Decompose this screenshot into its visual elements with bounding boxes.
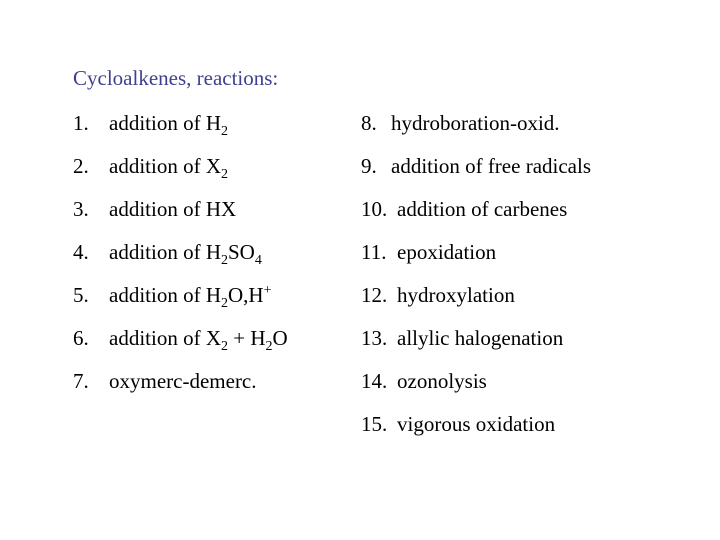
item-text [109,154,228,182]
list-item [73,323,288,366]
item-number: 5. [73,283,89,307]
list-item [73,151,288,194]
item-number: 12. [361,283,388,307]
item-text [109,240,262,268]
list-item [361,323,591,366]
item-text: vigorous oxidation [397,412,556,436]
item-text: hydroboration-oxid. [391,111,560,135]
item-text-part: addition of H [109,111,221,135]
subscript: 2 [220,296,228,311]
item-number: 14. [361,369,388,393]
item-text: hydroxylation [397,283,515,307]
item-text: ozonolysis [397,369,487,393]
item-text-part: SO [227,240,255,264]
item-text: allylic halogenation [397,326,564,350]
item-number: 13. [361,326,388,350]
item-number: 3. [73,197,89,221]
item-text [109,197,236,221]
item-text: addition of carbenes [397,197,568,221]
item-text [109,111,228,139]
item-text [109,326,288,354]
item-number: 1. [73,111,89,135]
list-item [361,366,591,409]
item-number: 10. [361,197,388,221]
subscript: 2 [220,339,228,354]
list-item [73,280,288,323]
item-text-part: addition of H [109,283,221,307]
item-text-part: addition of H [109,240,221,264]
list-item [73,194,288,237]
item-number: 9. [361,154,377,178]
subscript: 2 [265,339,273,354]
item-text-part: O,H [227,283,264,307]
item-number: 7. [73,369,89,393]
list-item [361,151,591,194]
item-text: epoxidation [397,240,497,264]
item-number: 6. [73,326,89,350]
item-number: 11. [361,240,387,264]
item-text-part: addition of HX [109,197,237,221]
item-text-part: addition of X [109,326,221,350]
list-item [361,108,591,151]
item-text-part: + H [227,326,266,350]
subscript: 4 [254,253,262,268]
list-item [361,194,591,237]
slide-title: Cycloalkenes, reactions: [73,66,279,90]
superscript: + [263,283,272,298]
list-item [73,366,288,409]
item-text-part: oxymerc-demerc. [109,369,257,393]
subscript: 2 [220,167,228,182]
subscript: 2 [220,253,228,268]
subscript: 2 [220,124,228,139]
item-text-part: O [272,326,288,350]
list-item [73,108,288,151]
item-number: 8. [361,111,377,135]
list-item [73,237,288,280]
item-text: addition of free radicals [391,154,591,178]
item-number: 15. [361,412,388,436]
right-reaction-list [361,108,591,452]
item-number: 2. [73,154,89,178]
list-item [361,280,591,323]
item-text [109,283,272,311]
item-text [109,369,257,393]
item-number: 4. [73,240,89,264]
list-item [361,409,591,452]
list-item [361,237,591,280]
left-reaction-list [73,108,288,409]
item-text-part: addition of X [109,154,221,178]
